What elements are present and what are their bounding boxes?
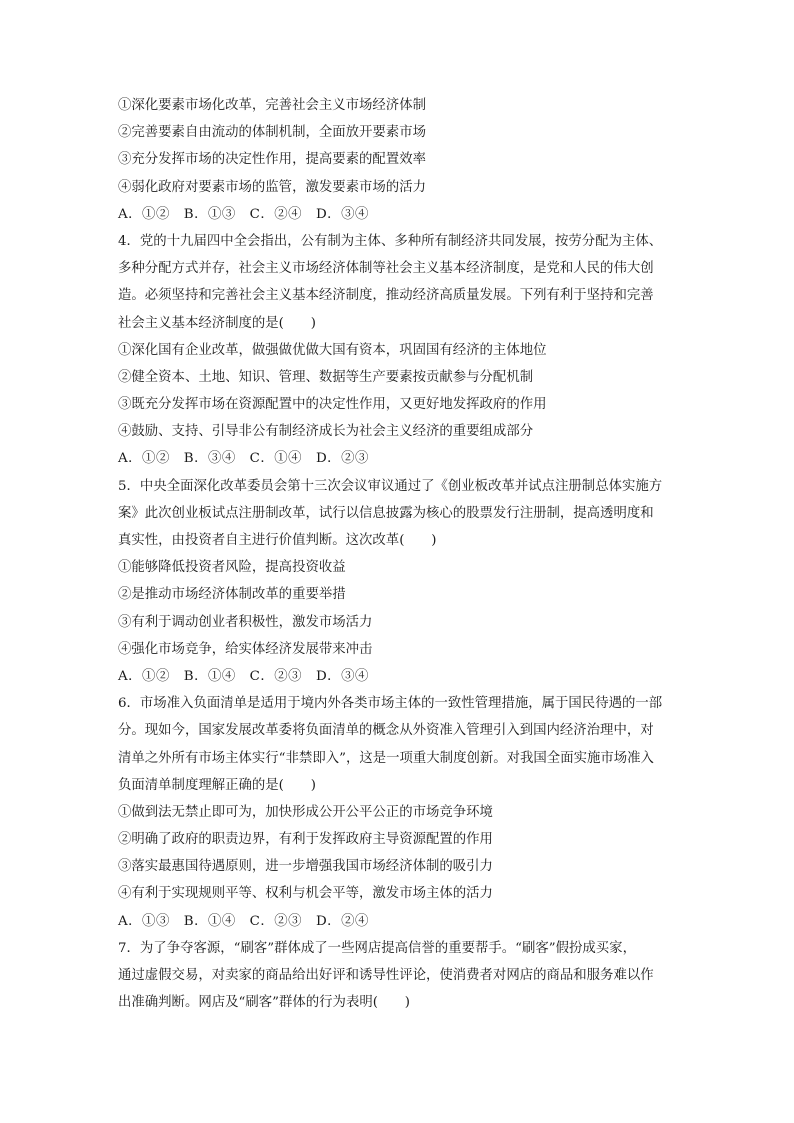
stem-line: 多种分配方式并存，社会主义市场经济体制等社会主义基本经济制度，是党和人民的伟大创	[118, 261, 654, 277]
question-3-tail	[118, 92, 684, 228]
option-line: ③充分发挥市场的决定性作用，提高要素的配置效率	[118, 152, 426, 168]
option-line: ④鼓励、支持、引导非公有制经济成长为社会主义经济的重要组成部分	[118, 424, 534, 440]
option-line: ④强化市场竞争，给实体经济发展带来冲击	[118, 641, 373, 657]
answer-choices: A．①② B．③④ C．①④ D．②③	[118, 451, 369, 467]
exam-page	[118, 92, 684, 1016]
stem-line: 5．中央全面深化改革委员会第十三次会议审议通过了《创业板改革并试点注册制总体实施方	[118, 478, 663, 494]
option-line: ①深化要素市场化改革，完善社会主义市场经济体制	[118, 98, 426, 113]
option-line: ①能够降低投资者风险，提高投资收益	[118, 560, 346, 576]
question-5	[118, 473, 684, 691]
stem-line: 7．为了争夺客源，“刷客”群体成了一些网店提高信誉的重要帮手。“刷客”假扮成买家，	[118, 940, 636, 956]
stem-line: 案》此次创业板试点注册制改革，试行以信息披露为核心的股票发行注册制，提高透明度和	[118, 505, 654, 521]
question-7	[118, 935, 684, 1017]
stem-line: 社会主义基本经济制度的是( )	[118, 315, 316, 331]
answer-choices: A．①③ B．①④ C．②③ D．②④	[118, 913, 369, 929]
option-line: ①做到法无禁止即可为，加快形成公开公平公正的市场竞争环境	[118, 804, 493, 820]
stem-line: 造。必须坚持和完善社会主义基本经济制度，推动经济高质量发展。下列有利于坚持和完善	[118, 288, 654, 304]
option-line: ①深化国有企业改革，做强做优做大国有资本，巩固国有经济的主体地位	[118, 342, 547, 358]
option-line: ②健全资本、土地、知识、管理、数据等生产要素按贡献参与分配机制	[118, 369, 534, 385]
option-line: ③既充分发挥市场在资源配置中的决定性作用，又更好地发挥政府的作用	[118, 397, 547, 413]
option-line: ②完善要素自由流动的体制机制，全面放开要素市场	[118, 125, 426, 141]
stem-line: 出准确判断。网店及“刷客”群体的行为表明( )	[118, 995, 410, 1011]
question-4	[118, 228, 684, 473]
question-6	[118, 690, 684, 935]
stem-line: 分。现如今，国家发展改革委将负面清单的概念从外资准入管理引入到国内经济治理中，对	[118, 723, 654, 739]
answer-choices: A．①② B．①④ C．②③ D．③④	[118, 668, 369, 684]
option-line: ③有利于调动创业者积极性，激发市场活力	[118, 614, 373, 630]
stem-line: 通过虚假交易，对卖家的商品给出好评和诱导性评论，使消费者对网店的商品和服务难以作	[118, 968, 654, 983]
option-line: ④弱化政府对要素市场的监管，激发要素市场的活力	[118, 179, 426, 195]
stem-line: 负面清单制度理解正确的是( )	[118, 777, 316, 793]
answer-choices: A．①② B．①③ C．②④ D．③④	[118, 206, 369, 222]
option-line: ③落实最惠国待遇原则，进一步增强我国市场经济体制的吸引力	[118, 859, 493, 875]
option-line: ②是推动市场经济体制改革的重要举措	[118, 587, 346, 603]
stem-line: 清单之外所有市场主体实行“非禁即入”，这是一项重大制度创新。对我国全面实施市场准入	[118, 750, 654, 766]
stem-line: 真实性，由投资者自主进行价值判断。这次改革( )	[118, 533, 437, 548]
option-line: ④有利于实现规则平等、权利与机会平等，激发市场主体的活力	[118, 886, 493, 902]
option-line: ②明确了政府的职责边界，有利于发挥政府主导资源配置的作用	[118, 832, 493, 848]
stem-line: 4．党的十九届四中全会指出，公有制为主体、多种所有制经济共同发展，按劳分配为主体、	[118, 233, 663, 249]
stem-line: 6．市场准入负面清单是适用于境内外各类市场主体的一致性管理措施，属于国民待遇的一部	[118, 696, 663, 712]
